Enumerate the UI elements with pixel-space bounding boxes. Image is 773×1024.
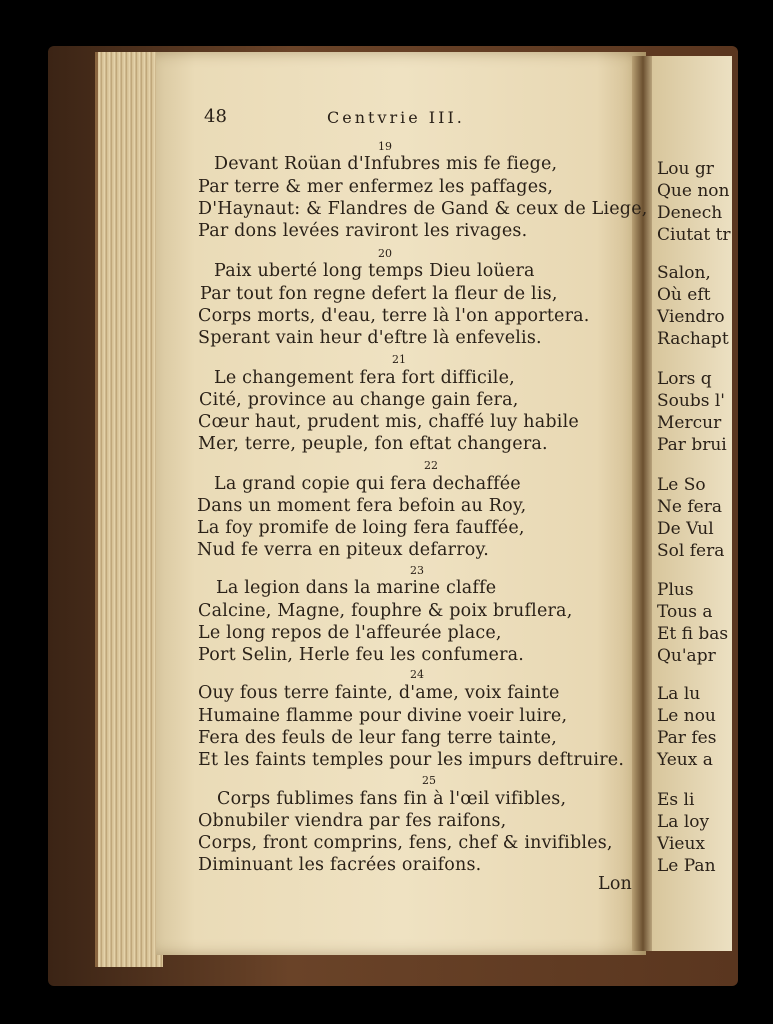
verse-line: Sperant vain heur d'eftre là enfevelis.	[198, 328, 542, 348]
facing-line: Yeux a	[657, 750, 713, 770]
verse-line: Fera des feuls de leur fang terre tainte,	[198, 728, 557, 748]
verse-line: Dans un moment fera befoin au Roy,	[197, 496, 527, 516]
facing-line: Le Pan	[657, 856, 716, 876]
verse-line: Corps fublimes fans fin à l'œil vifibles,	[217, 789, 567, 809]
verse-line: Paix uberté long temps Dieu loüera	[214, 261, 535, 281]
verse-line: La grand copie qui fera dechaffée	[214, 474, 521, 494]
facing-line: Salon,	[657, 263, 711, 283]
facing-line: Et fi bas	[657, 624, 729, 644]
facing-line: Vieux	[657, 834, 706, 854]
quatrain-number: 22	[424, 459, 438, 472]
verse-line: Par tout fon regne defert la fleur de lis,	[200, 284, 558, 304]
verse-line: Le changement fera fort difficile,	[214, 368, 515, 388]
facing-line: Rachapt	[657, 329, 729, 349]
verse-line: Port Selin, Herle feu les confumera.	[198, 645, 525, 665]
facing-line: De Vul	[657, 519, 714, 539]
verse-line: Mer, terre, peuple, fon eftat changera.	[198, 434, 548, 454]
verse-line: La legion dans la marine claffe	[216, 578, 497, 598]
facing-line: Sol fera	[657, 541, 725, 561]
right-page-fragment	[652, 56, 732, 951]
verse-line: Cœur haut, prudent mis, chaffé luy habile	[198, 412, 579, 432]
verse-line: Obnubiler viendra par fes raifons,	[198, 811, 507, 831]
quatrain-number: 23	[410, 564, 424, 577]
verse-line: Corps, front comprins, fens, chef & invifibles,	[198, 833, 613, 853]
page-number: 48	[204, 106, 227, 127]
verse-line: Calcine, Magne, fouphre & poix bruflera,	[198, 601, 573, 621]
facing-line: La loy	[657, 812, 710, 832]
facing-line: Le nou	[657, 706, 716, 726]
facing-line: Lors q	[657, 369, 712, 389]
facing-line: Qu'apr	[657, 646, 716, 666]
verse-line: Diminuant les facrées oraifons.	[198, 855, 482, 875]
verse-line: Nud fe verra en piteux defarroy.	[197, 540, 490, 560]
quatrain-number: 24	[410, 668, 424, 681]
facing-line: Par brui	[657, 435, 727, 455]
page-edges	[95, 52, 163, 967]
verse-line: D'Haynaut: & Flandres de Gand & ceux de Liege,	[198, 199, 648, 219]
verse-line: Devant Roüan d'Infubres mis fe fiege,	[214, 154, 558, 174]
facing-line: La lu	[657, 684, 701, 704]
book-gutter	[632, 56, 654, 951]
facing-line: Tous a	[657, 602, 713, 622]
facing-line: Ne fera	[657, 497, 722, 517]
verse-line: Et les faints temples pour les impurs deftruire.	[198, 750, 625, 770]
facing-line: Que non	[657, 181, 730, 201]
facing-line: Es li	[657, 790, 695, 810]
verse-line: Cité, province au change gain fera,	[199, 390, 519, 410]
quatrain-number: 19	[378, 140, 392, 153]
facing-line: Denech	[657, 203, 723, 223]
verse-line: Par dons levées raviront les rivages.	[198, 221, 528, 241]
verse-line: Corps morts, d'eau, terre là l'on apportera.	[198, 306, 590, 326]
facing-line: Ciutat tr	[657, 225, 731, 245]
facing-line: Mercur	[657, 413, 722, 433]
verse-line: La foy promife de loing fera fauffée,	[197, 518, 525, 538]
verse-line: Humaine flamme pour divine voeir luire,	[198, 706, 568, 726]
quatrain-number: 21	[392, 353, 406, 366]
facing-line: Le So	[657, 475, 706, 495]
facing-line: Viendro	[657, 307, 725, 327]
facing-line: Lou gr	[657, 159, 714, 179]
facing-line: Soubs l'	[657, 391, 725, 411]
facing-line: Où eft	[657, 285, 711, 305]
running-head: Centvrie III.	[327, 108, 465, 127]
verse-line: Par terre & mer enfermez les paffages,	[198, 177, 554, 197]
verse-line: Ouy fous terre fainte, d'ame, voix fainte	[198, 683, 560, 703]
facing-line: Plus	[657, 580, 694, 600]
verse-line: Le long repos de l'affeurée place,	[198, 623, 502, 643]
quatrain-number: 25	[422, 774, 436, 787]
catchword: Lon	[598, 874, 633, 894]
facing-line: Par fes	[657, 728, 717, 748]
quatrain-number: 20	[378, 247, 392, 260]
